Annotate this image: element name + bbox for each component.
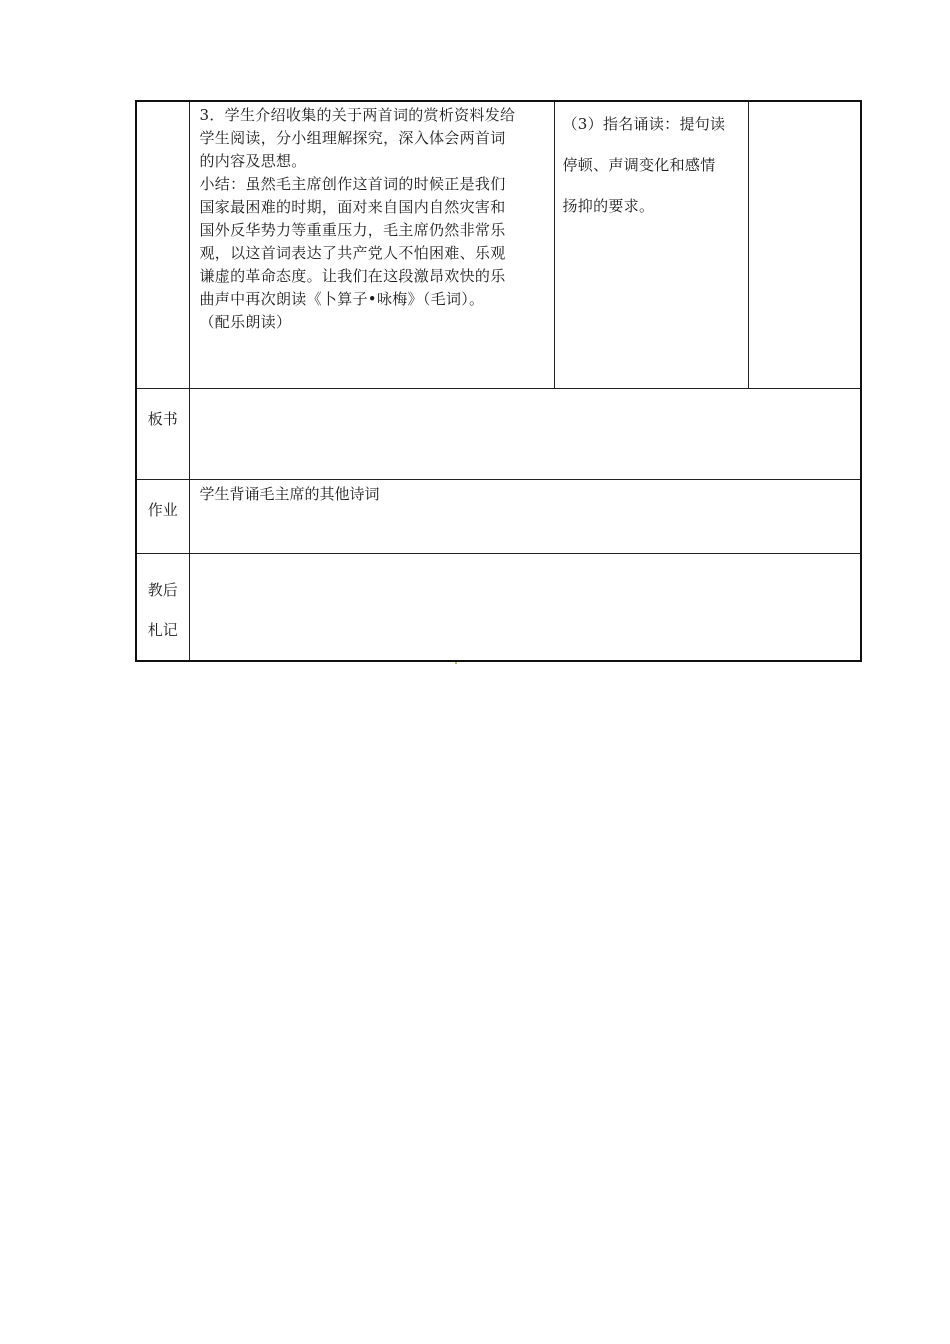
scan-speck [455, 662, 457, 664]
activity-row [136, 101, 861, 388]
text-line: 曲声中再次朗读《卜算子•咏梅》（毛词）。 [199, 290, 485, 308]
text-line: 谦虚的革命态度。让我们在这段激昂欢快的乐 [199, 267, 506, 285]
activity-side-text [555, 102, 748, 227]
board-label: 板书 [147, 409, 178, 428]
homework-row [136, 479, 861, 553]
text-line: 停顿、声调变化和感情 [562, 156, 716, 174]
reflection-label-line: 札记 [147, 620, 178, 639]
text-line: 学生阅读，分小组理解探究，深入体会两首词 [199, 129, 506, 147]
activity-main-cell [189, 101, 554, 388]
text-line: 国外反华势力等重重压力，毛主席仍然非常乐 [199, 221, 506, 239]
activity-note-cell [748, 101, 861, 388]
reflection-content [190, 554, 861, 557]
homework-label: 作业 [147, 500, 178, 519]
reflection-label-cell [136, 553, 189, 661]
text-line: 扬抑的要求。 [562, 197, 655, 215]
reflection-row [136, 553, 861, 661]
board-label-cell [136, 388, 189, 479]
homework-content: 学生背诵毛主席的其他诗词 [199, 484, 380, 503]
text-line: 3．学生介绍收集的关于两首词的赏析资料发给 [199, 106, 516, 124]
text-line: （3）指名诵读：提句读 [562, 115, 726, 133]
activity-label-cell [136, 101, 189, 388]
text-line: 小结：虽然毛主席创作这首词的时候正是我们 [199, 175, 506, 193]
text-line: （配乐朗读） [199, 313, 292, 331]
homework-content-cell [189, 479, 861, 553]
text-line: 国家最困难的时期，面对来自国内自然灾害和 [199, 198, 506, 216]
text-line: 的内容及思想。 [199, 152, 307, 170]
activity-main-text [190, 102, 554, 334]
board-row [136, 388, 861, 479]
lesson-plan-table [135, 100, 862, 662]
activity-side-cell [554, 101, 748, 388]
reflection-content-cell [189, 553, 861, 661]
reflection-label-line: 教后 [147, 580, 178, 599]
board-content [190, 389, 861, 392]
board-content-cell [189, 388, 861, 479]
text-line: 观，以这首词表达了共产党人不怕困难、乐观 [199, 244, 506, 262]
homework-label-cell [136, 479, 189, 553]
reflection-label [137, 554, 189, 650]
